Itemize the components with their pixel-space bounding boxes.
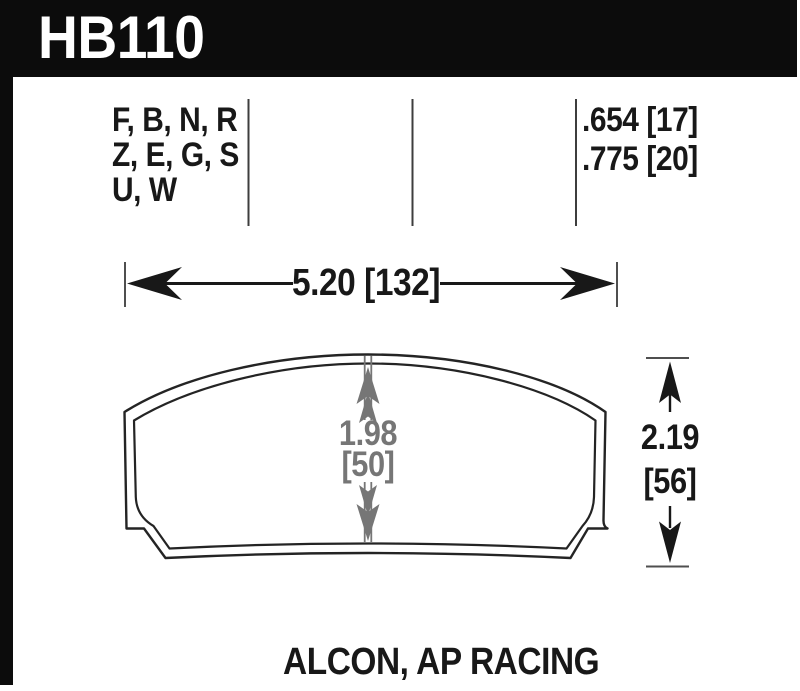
overall-height-label-value: 2.19 — [640, 418, 700, 457]
pad-thickness-line-1: .654 [17] — [582, 101, 698, 139]
compound-codes-line-2: Z, E, G, S — [112, 136, 239, 174]
width-dimension-label: 5.20 [132] — [291, 262, 441, 304]
part-number-text: HB110 — [38, 4, 205, 71]
applications-label: ALCON, AP RACING — [283, 641, 600, 683]
pad-depth-label-value: 1.98 — [338, 414, 398, 453]
compound-codes-line-1: F, B, N, R — [112, 101, 238, 139]
pad-thickness-line-2: .775 [20] — [582, 140, 698, 178]
compound-codes-line-3: U, W — [112, 171, 177, 209]
overall-height-label-metric: [56] — [643, 462, 697, 501]
pad-depth-label-metric: [50] — [341, 445, 395, 484]
